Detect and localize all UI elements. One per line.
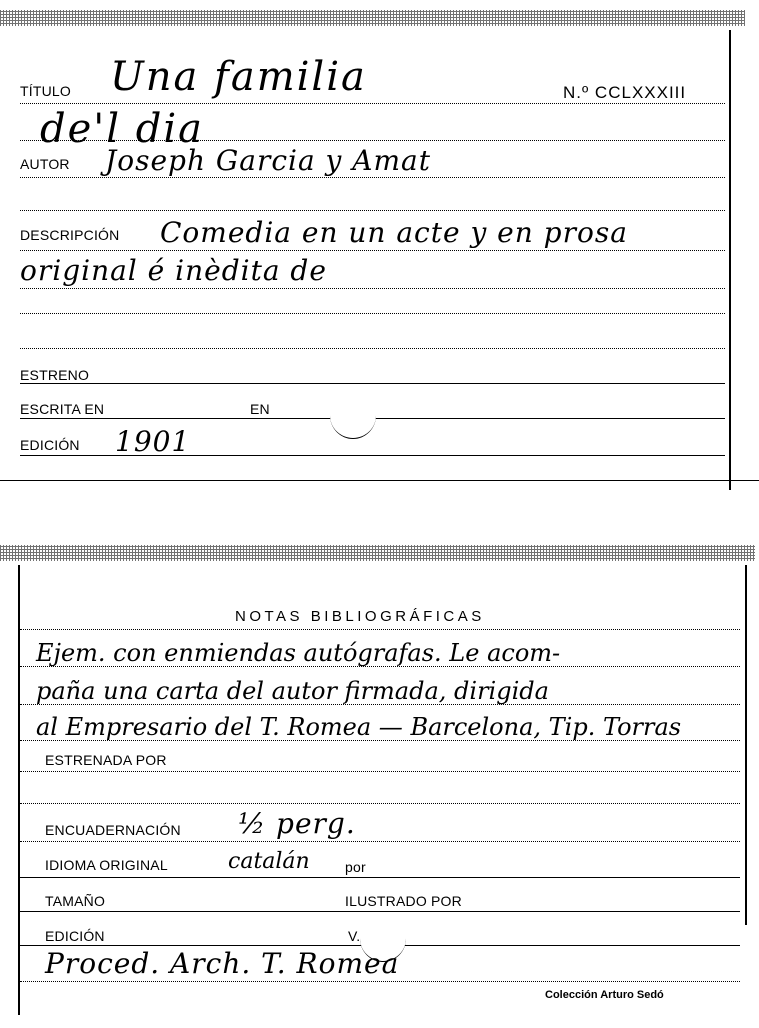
rule-estrenada	[20, 771, 740, 772]
punch-hole	[330, 392, 376, 439]
rule-idioma	[20, 877, 740, 878]
rule-notas-1	[20, 666, 740, 667]
edicion-label: EDICIÓN	[20, 437, 80, 453]
encuadernacion-label: ENCUADERNACIÓN	[45, 822, 181, 838]
v-label: V.	[348, 928, 361, 944]
rule-blank-1	[20, 210, 725, 211]
titulo-value-cont: de'l dia	[40, 106, 205, 152]
torn-top-edge	[0, 10, 745, 26]
catalog-card-back	[0, 545, 755, 1020]
por-label: por	[345, 859, 366, 875]
catalog-number: N.º CCLXXXIII	[563, 83, 687, 102]
notas-line-3: al Empresario del T. Romea — Barcelona, Tip. Torras	[36, 713, 682, 741]
notas-line-1: Ejem. con enmiendas autógrafas. Le acom-	[36, 639, 561, 667]
ilustrado-label: ILUSTRADO POR	[345, 893, 462, 909]
procedencia-value: Proced. Arch. T. Romea	[45, 947, 400, 980]
encuadernacion-value: ½ perg.	[238, 807, 356, 840]
collection-credit: Colección Arturo Sedó	[545, 989, 664, 1001]
rule-blank-3	[20, 348, 725, 349]
idioma-label: IDIOMA ORIGINAL	[45, 857, 168, 873]
tamano-label: TAMAÑO	[45, 893, 106, 909]
rule-titulo-2	[20, 140, 725, 141]
rule-heading	[20, 629, 740, 630]
en-label: EN	[250, 401, 270, 417]
titulo-label: TÍTULO	[20, 83, 71, 99]
rule-edicion	[20, 455, 725, 456]
rule-descripcion	[20, 250, 725, 251]
card-left-border	[18, 565, 20, 1015]
rule-notas-2	[20, 704, 740, 705]
rule-encuadernacion	[20, 841, 740, 842]
edicion-label: EDICIÓN	[45, 928, 105, 944]
estrenada-por-label: ESTRENADA POR	[45, 752, 167, 768]
autor-value: Joseph Garcia y Amat	[105, 144, 431, 177]
rule-descripcion-2	[20, 288, 725, 289]
rule-notas-3	[20, 740, 740, 741]
titulo-value: Una familia	[110, 54, 367, 100]
card-right-border	[729, 30, 731, 490]
card-right-border	[745, 565, 747, 925]
idioma-value: catalán	[228, 849, 310, 874]
rule-blank-1	[20, 803, 740, 804]
rule-autor	[20, 177, 725, 178]
rule-estreno	[20, 383, 725, 384]
catalog-card-front	[0, 10, 745, 490]
descripcion-label: DESCRIPCIÓN	[20, 227, 120, 243]
torn-top-edge	[0, 545, 755, 561]
rule-tamano	[20, 911, 740, 912]
rule-procedencia	[20, 981, 740, 982]
estreno-label: ESTRENO	[20, 367, 90, 383]
edicion-value: 1901	[115, 425, 191, 458]
card-bottom-edge	[0, 480, 759, 481]
descripcion-value: Comedia en un acte y en prosa	[160, 216, 628, 249]
escrita-en-label: ESCRITA EN	[20, 401, 105, 417]
notas-line-2: paña una carta del autor firmada, dirigida	[36, 677, 549, 705]
rule-titulo	[20, 103, 725, 104]
autor-label: AUTOR	[20, 156, 70, 172]
rule-blank-2	[20, 313, 725, 314]
notas-heading: NOTAS BIBLIOGRÁFICAS	[235, 608, 485, 625]
descripcion-value-cont: original é inèdita de	[20, 254, 327, 287]
